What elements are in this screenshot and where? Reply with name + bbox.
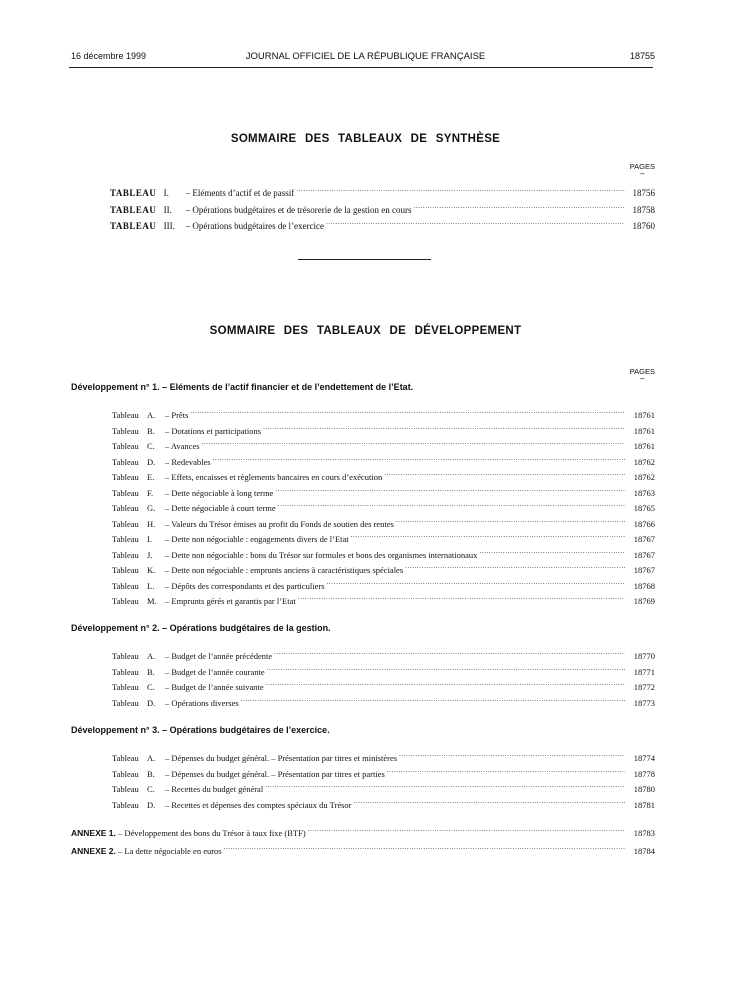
tableau-row[interactable] [112,470,655,482]
tableau-label: – Opérations diverses [165,697,239,708]
dot-leader [327,579,625,589]
tableau-row[interactable] [112,563,655,575]
tableau-word: Tableau [112,799,139,810]
page-ref: 18778 [633,768,655,779]
tableau-letter: I. [147,534,152,544]
synthese-row[interactable]: TABLEAU III. – Opérations budgétaires de l’exercice ..... 18760 [110,219,655,231]
synthese-title: SOMMAIRE DES TABLEAUX DE SYNTHÈSE [230,133,501,145]
tableau-letter: J. [147,549,153,560]
tableau-row[interactable] [112,649,655,661]
tableau-label: – Recettes du budget général [165,784,264,794]
annexe-word: ANNEXE 1. [71,828,116,838]
developpement-title: SOMMAIRE DES TABLEAUX DE DÉVELOPPEMENT [209,325,522,337]
tableau-word: Tableau [112,682,139,692]
annexe-label: – Développement des bons du Trésor à taux fixe (BTF) [118,828,306,838]
page-ref: 18756 [632,188,655,198]
dot-leader [351,532,625,542]
dot-leader [278,501,625,511]
tableau-word: Tableau [112,410,139,420]
tableau-word: Tableau [112,666,139,677]
page-ref: 18763 [633,487,655,498]
tableau-word: Tableau [112,596,139,606]
tableau-row[interactable] [112,680,655,692]
tableau-word: Tableau [112,534,139,544]
dot-leader [265,782,625,792]
tableau-word: Tableau [112,565,139,575]
tableau-label: – Redevables [165,456,211,467]
tableau-word: Tableau [112,503,139,513]
tableau-label: – Avances [165,441,200,451]
dot-leader [387,767,625,777]
tableau-word: Tableau [112,487,139,498]
dot-leader [479,548,625,558]
page-ref: 18767 [633,534,655,544]
dot-leader [308,826,625,836]
tableau-label: – Effets, encaisses et règlements bancaires en cours d’exécution [165,472,383,482]
tableau-letter: D. [147,697,156,708]
dot-leader [354,798,626,808]
header-rule [69,67,653,68]
page-ref: 18770 [633,651,655,661]
tableau-letter: D. [147,799,156,810]
tableau-word: Tableau [112,580,139,591]
tableau-label: – Dotations et participations [165,425,262,436]
page-ref: 18765 [633,503,655,513]
page-ref: 18772 [633,682,655,692]
tableau-row[interactable] [112,424,655,436]
tableau-row[interactable] [112,767,655,779]
tableau-row[interactable] [112,501,655,513]
tableau-label: – Prêts [165,410,189,420]
tableau-row[interactable] [112,696,655,708]
page-ref: 18761 [633,410,655,420]
tableau-letter: M. [147,596,157,606]
tableau-word: Tableau [112,472,139,482]
section-heading: Développement n° 3. – Opérations budgétaires de l’exercice. [71,725,330,735]
dot-leader [190,408,625,418]
tableau-row[interactable] [112,486,655,498]
tableau-letter: C. [147,441,155,451]
tableau-row[interactable] [112,751,655,763]
dot-leader [298,594,625,604]
tableau-row[interactable] [112,798,655,810]
annexe-word: ANNEXE 2. [71,846,116,856]
page-ref: 18758 [632,205,655,215]
tableau-word: Tableau [112,697,139,708]
tableau-letter: B. [147,425,155,436]
dot-leader [241,696,625,706]
tableau-row[interactable] [112,579,655,591]
header-page-number: 18755 [629,51,655,61]
tableau-label: – Dette non négociable : bons du Trésor sur formules et bons des organismes internationaux [165,549,478,560]
dot-leader [263,424,625,434]
dot-leader [414,203,625,213]
tableau-word: Tableau [112,651,139,661]
page-ref: 18771 [633,666,655,677]
page-ref: 18767 [633,565,655,575]
tableau-word: Tableau [112,549,139,560]
tableau-letter: L. [147,580,155,591]
dot-leader [213,455,625,465]
dot-leader [326,219,625,229]
header-journal-title: JOURNAL OFFICIEL DE LA RÉPUBLIQUE FRANÇAISE [245,51,486,62]
tableau-label: – Dette négociable à long terme [165,487,274,498]
annexe-row[interactable] [71,826,655,838]
dot-leader [384,470,625,480]
tableau-label: – Budget de l’année précédente [165,651,273,661]
tableau-label: – Dépenses du budget général. – Présentation par titres et parties [165,768,385,779]
page-ref: 18784 [633,846,655,856]
tableau-letter: H. [147,518,156,529]
tableau-letter: B. [147,768,155,779]
page-ref: 18761 [633,441,655,451]
tableau-row[interactable] [112,532,655,544]
tableau-letter: F. [147,487,154,498]
dot-leader [266,680,625,690]
tableau-letter: D. [147,456,156,467]
tableau-label: – Dette non négociable : emprunts anciens à caractéristiques spéciales [165,565,404,575]
dot-leader [296,186,625,196]
tableau-label: – Dépenses du budget général. – Présentation par titres et ministères [165,753,398,763]
tableau-word: Tableau [112,784,139,794]
dot-leader [396,517,625,527]
synthese-row[interactable]: TABLEAU II. – Opérations budgétaires et de trésorerie de la gestion en cours ..... 18758 [110,203,655,215]
page-ref: 18761 [633,425,655,436]
tableau-letter: G. [147,503,156,513]
section-separator [298,259,431,260]
tableau-letter: B. [147,666,155,677]
page-ref: 18766 [633,518,655,529]
tableau-label: – Recettes et dépenses des comptes spéciaux du Trésor [165,799,352,810]
tableau-label: – Emprunts gérés et garantis par l’Etat [165,596,296,606]
tableau-letter: C. [147,784,155,794]
tableau-word: Tableau [112,518,139,529]
page-ref: 18769 [633,596,655,606]
tableau-row[interactable] [112,439,655,451]
page-ref: 18774 [633,753,655,763]
dot-leader [399,751,625,761]
tableau-row[interactable] [112,408,655,420]
tableau-letter: A. [147,651,156,661]
annexe-row[interactable] [71,844,655,856]
page-ref: 18760 [632,221,655,231]
tableau-word: Tableau [112,768,139,779]
dot-leader [405,563,625,573]
page-ref: 18780 [633,784,655,794]
page-ref: 18773 [633,697,655,708]
tableau-word: Tableau [112,753,139,763]
tableau-label: – Valeurs du Trésor émises au profit du Fonds de soutien des rentes [165,518,394,529]
header-date: 16 décembre 1999 [71,51,147,61]
page-ref: 18781 [633,799,655,810]
tableau-word: Tableau [112,456,139,467]
tableau-word: Tableau [112,425,139,436]
dot-leader [224,844,625,854]
tableau-label: – Budget de l’année courante [165,666,265,677]
tableau-row[interactable] [112,782,655,794]
tableau-letter: A. [147,753,156,763]
dot-leader [274,649,625,659]
tableau-row[interactable] [112,665,655,677]
section-heading: Développement n° 1. – Eléments de l’actif financier et de l’endettement de l’Etat. [71,382,414,392]
tableau-label: – Dette non négociable : engagements divers de l’Etat [165,534,349,544]
tableau-row[interactable] [112,455,655,467]
tableau-row[interactable] [112,517,655,529]
dot-leader [275,486,625,496]
section-heading: Développement n° 2. – Opérations budgétaires de la gestion. [71,623,331,633]
page-ref: 18783 [633,828,655,838]
dot-leader [267,665,625,675]
tableau-letter: C. [147,682,155,692]
developpement-pages-label: PAGES – [629,367,655,383]
tableau-label: – Dette négociable à court terme [165,503,276,513]
synthese-pages-label: PAGES – [629,162,655,178]
tableau-row[interactable] [112,594,655,606]
page-ref: 18768 [633,580,655,591]
page-ref: 18762 [633,456,655,467]
page-ref: 18767 [633,549,655,560]
tableau-label: – Budget de l’année suivante [165,682,264,692]
tableau-letter: E. [147,472,155,482]
tableau-letter: A. [147,410,156,420]
annexe-label: – La dette négociable en euros [118,846,222,856]
tableau-letter: K. [147,565,156,575]
tableau-word: Tableau [112,441,139,451]
dot-leader [202,439,625,449]
tableau-label: – Dépôts des correspondants et des particuliers [165,580,325,591]
synthese-row[interactable]: TABLEAU I. – Eléments d’actif et de passif ..... 18756 [110,186,655,198]
tableau-row[interactable] [112,548,655,560]
page-ref: 18762 [633,472,655,482]
